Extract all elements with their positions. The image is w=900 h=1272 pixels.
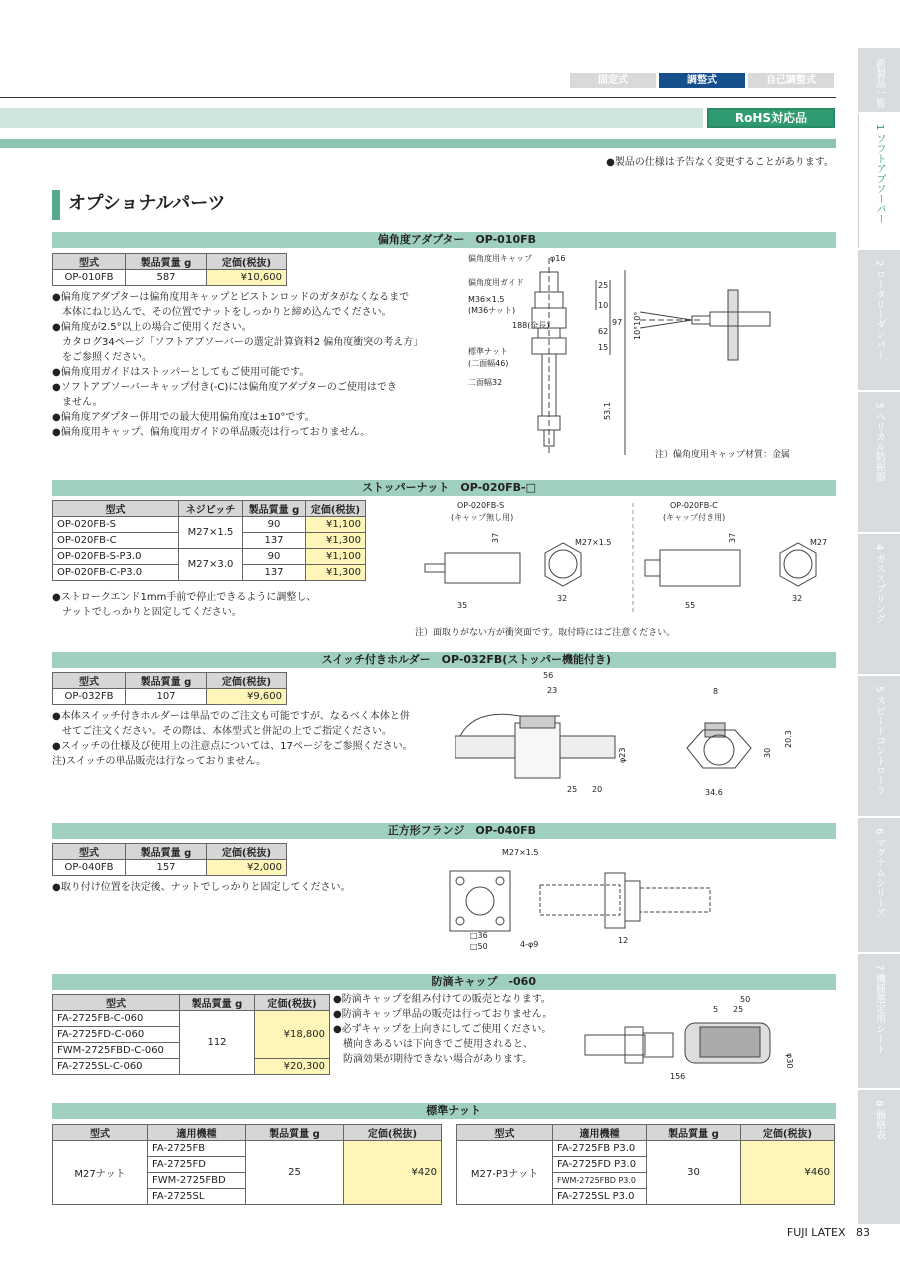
- note-line: ●スイッチの仕様及び使用上の注意点については、17ページをご参照ください。: [52, 741, 413, 752]
- cell-mass: 157: [126, 860, 207, 876]
- notes-op010: [52, 290, 423, 440]
- section-header-op032: スイッチ付きホルダー OP-032FB(ストッパー機能付き): [52, 652, 836, 668]
- notes-op020: [52, 590, 316, 620]
- th-mass: 製品質量 g: [246, 1125, 344, 1141]
- sidebar-item-soft-absorber[interactable]: 1 ソフトアブソーバー: [858, 114, 900, 248]
- dim-20: 20: [592, 785, 603, 794]
- dim-37-s: 37: [491, 532, 500, 543]
- section-header-std-nut: 標準ナット: [52, 1103, 836, 1119]
- label-nocap: (キャップ無し用): [451, 513, 514, 522]
- cell-model: OP-040FB: [53, 860, 126, 876]
- th-price: 定価(税抜): [207, 254, 287, 270]
- th-price: 定価(税抜): [207, 673, 287, 689]
- dim-53-1: 188(全長): [512, 321, 550, 330]
- dim-25: 25: [733, 1005, 744, 1014]
- note-line: ナットでしっかりと固定してください。: [52, 607, 242, 618]
- tab-fixed[interactable]: 固定式: [570, 73, 656, 88]
- dim-5: 5: [713, 1005, 719, 1014]
- label-op020s: OP-020FB-S: [457, 501, 505, 510]
- dim-phi30: φ30: [785, 1053, 794, 1069]
- table-std-nut-m27p3: [456, 1124, 835, 1205]
- sidebar-item-speed-controller[interactable]: 5 スピードコントローラ: [858, 676, 900, 816]
- table-060: [52, 994, 330, 1075]
- dim-23: 23: [547, 686, 558, 695]
- th-price: 定価(税抜): [741, 1125, 835, 1141]
- cell-machine: FWM-2725FBD P3.0: [553, 1173, 647, 1189]
- dim-25: 25: [598, 281, 609, 290]
- cell-price: ¥420: [344, 1141, 442, 1205]
- label-withcap: (キャップ付き用): [663, 513, 726, 522]
- note-line: ●本体スイッチ付きホルダーは単品でのご注文も可能ですが、なるべく本体と併: [52, 711, 410, 722]
- dim-10: 10: [598, 301, 609, 310]
- page-title: オプショナルパーツ: [52, 190, 226, 220]
- cell-price: ¥2,000: [207, 860, 287, 876]
- dim-m27: M27: [810, 538, 828, 547]
- cell-price: ¥460: [741, 1141, 835, 1205]
- th-mass: 製品質量 g: [126, 254, 207, 270]
- sidebar-item-selection-sheet[interactable]: 7 機種選定用シート: [858, 954, 900, 1088]
- table-row: [53, 1011, 330, 1027]
- dim-97: 97: [612, 318, 623, 327]
- note-line: 注)スイッチの単品販売は行なっておりません。: [52, 756, 267, 767]
- cell-price: ¥1,100: [306, 517, 366, 533]
- page-footer: [787, 1226, 870, 1239]
- sidebar-item-gas-spring[interactable]: 4 ガススプリング: [858, 534, 900, 674]
- dim-phi23: φ23: [618, 747, 627, 763]
- sidebar-item-rotary-damper[interactable]: 2 ロータリーダンパー: [858, 250, 900, 390]
- cell-machine: FA-2725FD P3.0: [553, 1157, 647, 1173]
- dim-30: 30: [763, 747, 772, 758]
- th-model: 型式: [53, 673, 126, 689]
- th-mass: 製品質量 g: [180, 995, 255, 1011]
- th-mass: 製品質量 g: [126, 844, 207, 860]
- note-line: 防滴効果が期待できない場合があります。: [333, 1054, 533, 1065]
- notes-op040: [52, 880, 351, 895]
- label-op020c: OP-020FB-C: [670, 501, 718, 510]
- table-std-nut-m27: [52, 1124, 442, 1205]
- cell-price: ¥9,600: [207, 689, 287, 705]
- table-row: [53, 689, 287, 705]
- note-line: ●偏角度が2.5°以上の場合ご使用ください。: [52, 322, 252, 333]
- dim-m27-15: M27×1.5: [502, 848, 539, 857]
- cell-mass: 25: [246, 1141, 344, 1205]
- cell-price: ¥1,300: [306, 565, 366, 581]
- cell-machine: FA-2725SL: [148, 1189, 246, 1205]
- th-model: 型式: [457, 1125, 553, 1141]
- note-line: ●防滴キャップ単品の販売は行っておりません。: [333, 1009, 553, 1020]
- cell-mass: 90: [243, 549, 306, 565]
- dim-phi16: φ16: [550, 254, 566, 263]
- dim-56: 56: [543, 671, 554, 680]
- cell-price: ¥10,600: [207, 270, 287, 286]
- dim-32-c: 32: [792, 594, 803, 603]
- note-line: ません。: [52, 397, 103, 408]
- cell-machine: FA-2725FB P3.0: [553, 1141, 647, 1157]
- cell-mass: 112: [180, 1011, 255, 1075]
- note-line: ●ソフトアブソーバーキャップ付き(-C)には偏角度アダプターのご使用はでき: [52, 382, 397, 393]
- cell-model: M27-P3ナット: [457, 1141, 553, 1205]
- dim-12: 12: [618, 936, 629, 945]
- label-guide: 偏角度用ガイド: [468, 278, 524, 287]
- note-line: ●偏角度用キャップ、偏角度用ガイドの単品販売は行っておりません。: [52, 427, 371, 438]
- dim-25: 25: [567, 785, 578, 794]
- note-line: 横向きあるいは下向きでご使用されると、: [333, 1039, 533, 1050]
- page-number: 83: [856, 1226, 870, 1239]
- dim-34-6: 34.6: [705, 788, 723, 797]
- tab-self-adjusting[interactable]: 自己調整式: [748, 73, 834, 88]
- diagram-060: [575, 993, 795, 1083]
- type-tabs: [570, 73, 834, 88]
- th-price: 定価(税抜): [344, 1125, 442, 1141]
- dim-37-c: 37: [728, 532, 737, 543]
- th-model: 型式: [53, 995, 180, 1011]
- cell-mass: 107: [126, 689, 207, 705]
- note-line: カタログ34ページ「ソフトアブソーバーの選定計算資料2 偏角度衝突の考え方」: [52, 337, 424, 348]
- section-header-op020: ストッパーナット OP-020FB-□: [52, 480, 836, 496]
- note-line: ●偏角度アダプターは偏角度用キャップとピストンロッドのガタがなくなるまで: [52, 292, 410, 303]
- cell-pitch: M27×3.0: [179, 549, 243, 581]
- table-row: [53, 1141, 442, 1157]
- note-cap-material: 注）偏角度用キャップ材質：金属: [655, 450, 791, 460]
- note-line: ●ストロークエンド1mm手前で停止できるように調整し、: [52, 592, 317, 603]
- th-price: 定価(税抜): [306, 501, 366, 517]
- note-line: ●偏角度用ガイドはストッパーとしてもご使用可能です。: [52, 367, 310, 378]
- section-header-060: 防滴キャップ -060: [52, 974, 836, 990]
- label-std-nut: 標準ナット: [468, 347, 508, 356]
- note-line: ●防滴キャップを組み付けての販売となります。: [333, 994, 551, 1005]
- cell-machine: FA-2725SL P3.0: [553, 1189, 647, 1205]
- table-row: [53, 517, 366, 533]
- note-line: せてご注文ください。その際は、本体型式と併記の上でご指定ください。: [52, 726, 392, 737]
- notes-060: [333, 992, 552, 1067]
- cell-model: OP-010FB: [53, 270, 126, 286]
- cell-model: OP-020FB-C-P3.0: [53, 565, 179, 581]
- th-mass: 製品質量 g: [647, 1125, 741, 1141]
- spec-notice: ●製品の仕様は予告なく変更することがあります。: [606, 157, 834, 168]
- sidebar-item-new[interactable]: 新製品一覧: [858, 48, 900, 112]
- cell-price: ¥18,800: [255, 1011, 330, 1059]
- cell-mass: 137: [243, 565, 306, 581]
- note-line: 本体にねじ込んで、その位置でナットをしっかりと締め込んでください。: [52, 307, 392, 318]
- th-model: 型式: [53, 254, 126, 270]
- diagram-op020: [415, 498, 835, 643]
- cell-model: OP-020FB-S-P3.0: [53, 549, 179, 565]
- cell-model: OP-020FB-C: [53, 533, 179, 549]
- cell-model: M27ナット: [53, 1141, 148, 1205]
- header-rule: [0, 97, 836, 98]
- header-stripe: [0, 139, 836, 148]
- diagram-op010: [460, 250, 830, 460]
- label-width32: 二面幅32: [468, 378, 503, 387]
- label-width46: (二面幅46): [468, 359, 509, 368]
- th-price: 定価(税抜): [207, 844, 287, 860]
- th-model: 型式: [53, 844, 126, 860]
- section-header-op010: 偏角度アダプター OP-010FB: [52, 232, 836, 248]
- dim-32-s: 32: [557, 594, 568, 603]
- table-row: [53, 860, 287, 876]
- cell-price: ¥1,100: [306, 549, 366, 565]
- cell-price: ¥1,300: [306, 533, 366, 549]
- th-mass: 製品質量 g: [243, 501, 306, 517]
- table-row: [53, 270, 287, 286]
- sidebar-item-magnum[interactable]: 6 マグナムシリーズ: [858, 818, 900, 952]
- diagram-op040: [440, 843, 720, 953]
- dim-15: 15: [598, 343, 609, 352]
- dim-angle: 10°10°: [633, 311, 642, 340]
- tab-adjustable[interactable]: 調整式: [659, 73, 745, 88]
- note-line: ●偏角度アダプター併用での最大使用偏角度は±10°です。: [52, 412, 315, 423]
- footer-brand: FUJI LATEX: [786, 1226, 846, 1239]
- sidebar-item-price-list[interactable]: 8 価格表: [858, 1090, 900, 1224]
- dim-m27-15: M27×1.5: [575, 538, 612, 547]
- cell-pitch: M27×1.5: [179, 517, 243, 549]
- table-op020: [52, 500, 366, 581]
- th-pitch: ネジピッチ: [179, 501, 243, 517]
- dim-50: 50: [740, 995, 751, 1004]
- dim-20-3: 20.3: [784, 730, 793, 748]
- notes-op032: [52, 709, 413, 769]
- note-line: をご参照ください。: [52, 352, 152, 363]
- header-band: [0, 108, 703, 128]
- note-line: ●必ずキャップを上向きにしてご使用ください。: [333, 1024, 552, 1035]
- label-m36-nut: (M36ナット): [468, 306, 516, 315]
- cell-mass: 137: [243, 533, 306, 549]
- chapter-sidebar: [858, 48, 900, 1226]
- table-op032: [52, 672, 287, 705]
- cell-model: FA-2725SL-C-060: [53, 1059, 180, 1075]
- th-mass: 製品質量 g: [126, 673, 207, 689]
- dim-55: 55: [685, 601, 696, 610]
- dim-sq36: □36: [470, 931, 488, 940]
- cell-machine: FA-2725FB: [148, 1141, 246, 1157]
- dim-sq50: □50: [470, 942, 488, 951]
- cell-model: FWM-2725FBD-C-060: [53, 1043, 180, 1059]
- cell-mass: 90: [243, 517, 306, 533]
- th-machine: 適用機種: [148, 1125, 246, 1141]
- cell-model: OP-032FB: [53, 689, 126, 705]
- table-row: [457, 1141, 835, 1157]
- cell-model: FA-2725FB-C-060: [53, 1011, 180, 1027]
- th-machine: 適用機種: [553, 1125, 647, 1141]
- dim-156: 156: [670, 1072, 686, 1081]
- cell-model: OP-020FB-S: [53, 517, 179, 533]
- cell-machine: FWM-2725FBD: [148, 1173, 246, 1189]
- cell-machine: FA-2725FD: [148, 1157, 246, 1173]
- cell-mass: 587: [126, 270, 207, 286]
- table-op040: [52, 843, 287, 876]
- th-model: 型式: [53, 501, 179, 517]
- cell-mass: 30: [647, 1141, 741, 1205]
- cell-model: FA-2725FD-C-060: [53, 1027, 180, 1043]
- dim-188: 53.1: [603, 402, 612, 420]
- table-row: [53, 549, 366, 565]
- label-m36: M36×1.5: [468, 295, 505, 304]
- cell-price: ¥20,300: [255, 1059, 330, 1075]
- table-op010: [52, 253, 287, 286]
- dim-35: 35: [457, 601, 468, 610]
- th-model: 型式: [53, 1125, 148, 1141]
- label-cap: 偏角度用キャップ: [468, 254, 532, 263]
- diagram-op032: [455, 668, 830, 803]
- rohs-badge: RoHS対応品: [707, 108, 835, 128]
- dim-62: 62: [598, 327, 609, 336]
- th-price: 定価(税抜): [255, 995, 330, 1011]
- dim-4phi9: 4-φ9: [520, 940, 539, 949]
- sidebar-item-helical[interactable]: 3 ヘリカル防振器: [858, 392, 900, 532]
- section-header-op040: 正方形フランジ OP-040FB: [52, 823, 836, 839]
- note-chamfer: 注）面取りがない方が衝突面です。取付時にはご注意ください。: [415, 628, 676, 638]
- note-line: ●取り付け位置を決定後、ナットでしっかりと固定してください。: [52, 882, 351, 893]
- dim-8: 8: [713, 687, 719, 696]
